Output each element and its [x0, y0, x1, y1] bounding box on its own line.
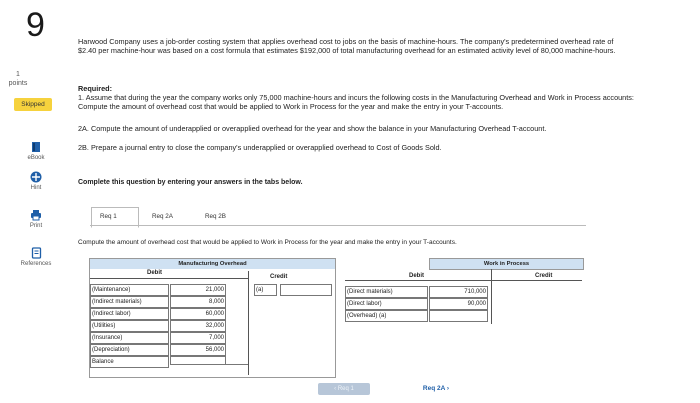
mfg-overhead-title: Manufacturing Overhead [90, 259, 335, 269]
requirement-2a: 2A. Compute the amount of underapplied or overapplied overhead for the year and show the balance in your Manufacturing Overhead T-account. [78, 124, 547, 133]
next-tab-label: Req 2A [422, 385, 446, 392]
wip-row-value[interactable] [429, 310, 488, 322]
mfg-row-value[interactable]: 8,000 [170, 296, 226, 308]
wip-divider [491, 269, 492, 324]
hint-icon [30, 171, 42, 183]
tab-req-2b[interactable]: Req 2B [205, 213, 227, 220]
question-number: 9 [26, 6, 45, 44]
mfg-row-label[interactable]: (Insurance) [90, 332, 169, 344]
points-info [8, 70, 28, 88]
chevron-left-icon: ‹ [334, 386, 338, 392]
table-row [345, 310, 491, 322]
mfg-row-label[interactable]: (Depreciation) [90, 344, 169, 356]
mfg-row-label[interactable]: Balance [90, 356, 169, 368]
mfg-row-value[interactable]: 56,000 [170, 344, 226, 356]
wip-row-label[interactable]: (Direct materials) [345, 286, 428, 298]
table-row [345, 286, 491, 298]
print-icon [30, 209, 42, 221]
wip-row-value[interactable]: 710,000 [429, 286, 488, 298]
tab-req-2a[interactable]: Req 2A [152, 213, 174, 220]
wip-top-line [345, 280, 582, 281]
wip-debit-rows [345, 286, 491, 322]
required-label: Required: [78, 84, 113, 93]
table-row [90, 296, 248, 308]
status-badge: Skipped [14, 98, 52, 111]
mfg-credit-label: Credit [270, 274, 288, 280]
ebook-button[interactable] [18, 141, 54, 161]
task-instruction: Compute the amount of overhead cost that would be applied to Work in Process for the year and make the entry in your T-accounts. [78, 239, 457, 246]
table-row [90, 308, 248, 320]
table-row [90, 320, 248, 332]
mfg-row-value[interactable]: 7,000 [170, 332, 226, 344]
table-row [345, 298, 491, 310]
mfg-row-label[interactable]: (Maintenance) [90, 284, 169, 296]
t-account-divider [248, 271, 249, 375]
mfg-row-label[interactable]: (Utilities) [90, 320, 169, 332]
mfg-debit-label: Debit [147, 270, 162, 276]
instructions: Complete this question by entering your answers in the tabs below. [78, 179, 303, 186]
prev-tab-label: Req 1 [337, 386, 354, 392]
mfg-row-value[interactable]: 60,000 [170, 308, 226, 320]
wip-credit-label: Credit [535, 273, 553, 279]
next-tab-button[interactable] [398, 383, 474, 395]
hint-label: Hint [30, 185, 42, 191]
wip-title: Work in Process [429, 258, 584, 270]
references-icon [31, 247, 42, 259]
mfg-balance-line [170, 364, 248, 375]
mfg-overhead-t-account [89, 258, 336, 378]
t-account-top-line [90, 278, 248, 279]
print-label: Print [29, 223, 43, 229]
wip-t-account [345, 258, 582, 376]
mfg-row-label[interactable]: (Indirect materials) [90, 296, 169, 308]
wip-row-label[interactable]: (Direct labor) [345, 298, 428, 310]
references-label: References [20, 261, 52, 267]
requirement-1: 1. Assume that during the year the company works only 75,000 machine-hours and incurs the following costs in the Manufacturing Overhead and Work in Process accounts: Compute the amount of overhead cost that would be applied to Work in Process for the year and make the entry in your T-accounts. [78, 93, 634, 112]
references-button[interactable] [18, 247, 54, 267]
hint-button[interactable] [18, 171, 54, 191]
table-row [90, 344, 248, 356]
chevron-right-icon: › [445, 385, 450, 392]
mfg-credit-entry-label[interactable]: (a) [254, 284, 277, 296]
mfg-row-value[interactable]: 21,000 [170, 284, 226, 296]
book-icon [31, 141, 41, 153]
points-value: 1 [16, 71, 20, 78]
mfg-row-label[interactable]: (Indirect labor) [90, 308, 169, 320]
table-row [90, 284, 248, 296]
prev-tab-button[interactable] [318, 383, 370, 395]
mfg-debit-rows [90, 284, 248, 368]
ebook-label: eBook [27, 155, 45, 161]
mfg-row-value[interactable]: 32,000 [170, 320, 226, 332]
wip-row-value[interactable]: 90,000 [429, 298, 488, 310]
tab-divider [90, 225, 586, 226]
print-button[interactable] [18, 209, 54, 229]
wip-row-label[interactable]: (Overhead) (a) [345, 310, 428, 322]
mfg-credit-entry-value[interactable] [280, 284, 332, 296]
points-label: points [8, 80, 28, 87]
wip-debit-label: Debit [409, 273, 424, 279]
table-row [90, 332, 248, 344]
tab-req-1[interactable]: Req 1 [100, 213, 117, 220]
problem-intro: Harwood Company uses a job-order costing system that applies overhead cost to jobs on the basis of machine-hours. The company's predetermined overhead rate of $2.40 per machine-hour was based on a cost formula that estimates $192,000 of total manufacturing overhead for an estimated activity level of 80,000 machine-hours. [78, 37, 616, 56]
requirement-2b: 2B. Prepare a journal entry to close the company's underapplied or overapplied overhead to Cost of Goods Sold. [78, 143, 442, 152]
